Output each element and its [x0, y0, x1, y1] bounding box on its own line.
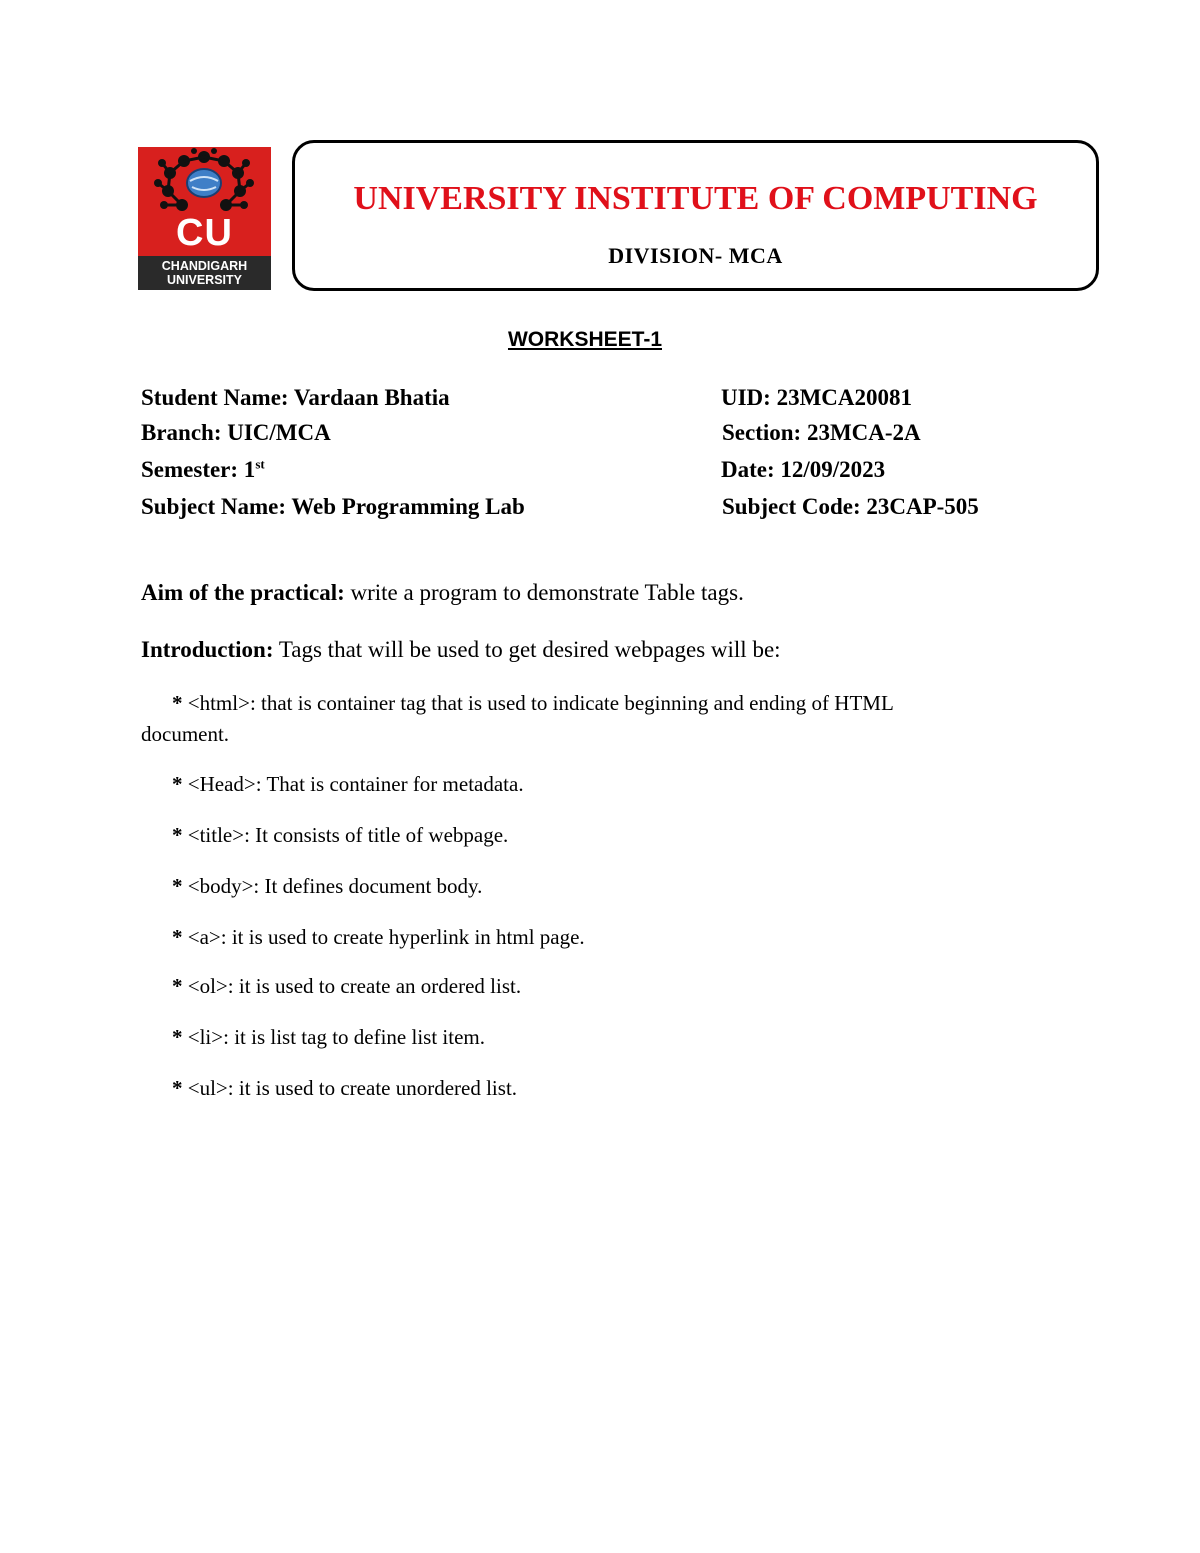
introduction-label: Introduction:	[141, 637, 274, 662]
list-item	[172, 1073, 517, 1103]
list-item	[172, 971, 521, 1001]
branch: Branch: UIC/MCA	[141, 420, 331, 445]
list-item	[172, 820, 508, 850]
introduction-text: Tags that will be used to get desired webpages will be:	[273, 637, 781, 662]
tag-a-text: <a>: it is used to create hyperlink in html page.	[182, 925, 585, 949]
list-item	[172, 769, 524, 799]
logo-line-2: UNIVERSITY	[166, 273, 242, 287]
worksheet-title: WORKSHEET-1	[507, 328, 662, 351]
date: Date: 12/09/2023	[721, 457, 886, 482]
bullet: *	[172, 691, 183, 715]
logo-abbreviation: CU	[176, 212, 233, 254]
logo-emblem-icon	[138, 147, 271, 217]
institute-name: UNIVERSITY INSTITUTE OF COMPUTING	[353, 180, 1038, 217]
list-item	[172, 871, 482, 901]
aim-paragraph	[141, 578, 744, 608]
aim-text: write a program to demonstrate Table tags.	[344, 580, 744, 605]
student-name: Student Name: Vardaan Bhatia	[141, 385, 450, 410]
list-item	[172, 688, 894, 718]
subject-code: Subject Code: 23CAP-505	[722, 494, 979, 519]
subject-name: Subject Name: Web Programming Lab	[141, 494, 525, 519]
semester-text: Semester: 1	[141, 457, 256, 482]
bullet: *	[172, 1025, 183, 1049]
header-box	[292, 140, 1099, 291]
semester-superscript: st	[255, 456, 265, 472]
bullet: *	[172, 823, 183, 847]
semester	[141, 456, 265, 484]
tag-ol-text: <ol>: it is used to create an ordered list.	[182, 974, 522, 998]
tag-html-text: <html>: that is container tag that is used to indicate beginning and ending of HTML	[182, 691, 894, 715]
aim-label: Aim of the practical:	[141, 580, 345, 605]
section: Section: 23MCA-2A	[722, 420, 921, 445]
introduction-paragraph	[141, 635, 781, 665]
list-item-continuation: document.	[141, 722, 230, 746]
list-item	[172, 1022, 485, 1052]
bullet: *	[172, 974, 183, 998]
bullet: *	[172, 925, 183, 949]
university-logo	[138, 147, 271, 290]
logo-line-1: CHANDIGARH	[161, 259, 248, 273]
bullet: *	[172, 1076, 183, 1100]
tag-body-text: <body>: It defines document body.	[182, 874, 483, 898]
bullet: *	[172, 772, 183, 796]
list-item	[172, 922, 585, 952]
division-label: DIVISION- MCA	[608, 243, 783, 268]
tag-title-text: <title>: It consists of title of webpage.	[182, 823, 509, 847]
tag-head-text: <Head>: That is container for metadata.	[182, 772, 524, 796]
student-uid: UID: 23MCA20081	[721, 385, 913, 410]
tag-li-text: <li>: it is list tag to define list item.	[182, 1025, 486, 1049]
tag-ul-text: <ul>: it is used to create unordered list.	[182, 1076, 518, 1100]
bullet: *	[172, 874, 183, 898]
